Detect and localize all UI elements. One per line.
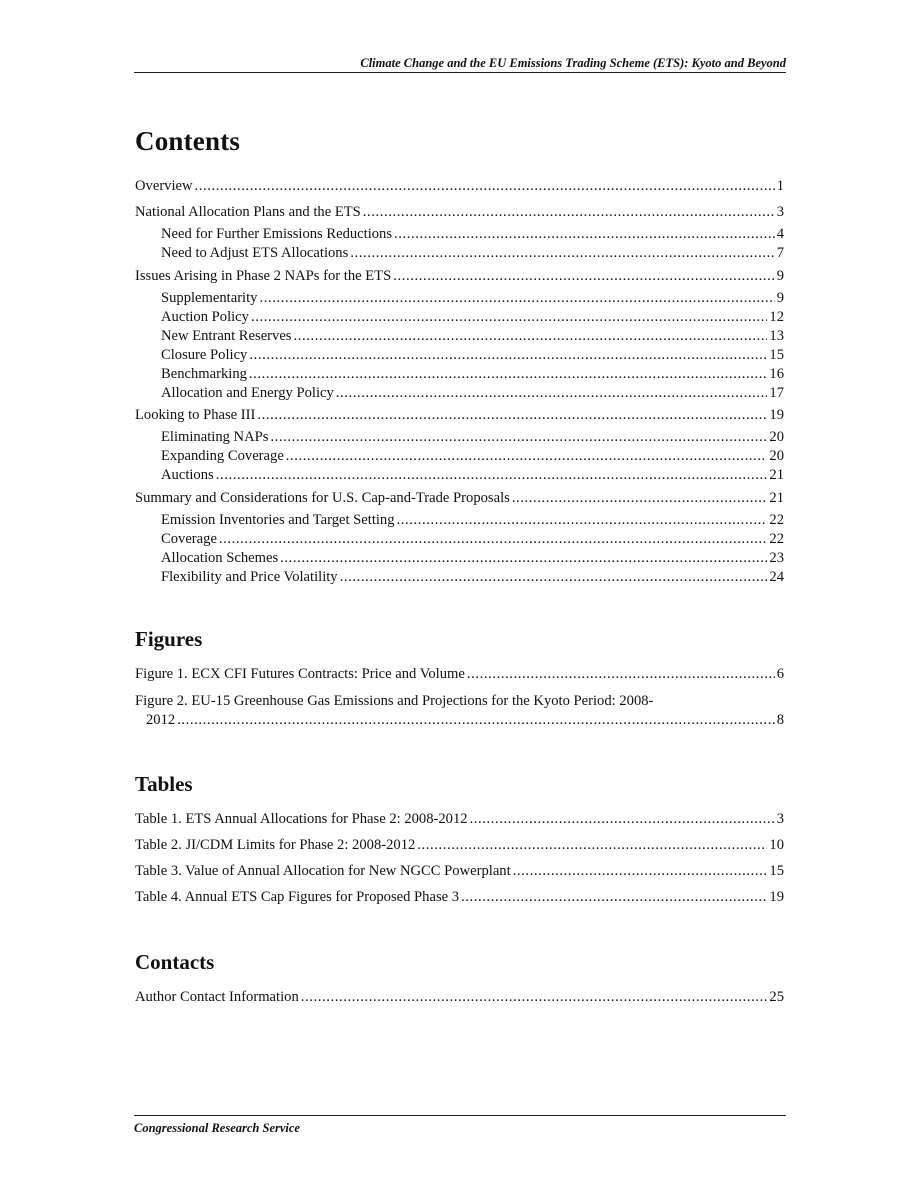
dot-leader xyxy=(397,511,768,530)
toc-subentry[interactable] xyxy=(135,244,784,263)
toc-entry-page: 13 xyxy=(769,328,784,344)
dot-leader xyxy=(417,836,767,855)
dot-leader xyxy=(340,568,768,587)
toc-entry-title: Table 1. ETS Annual Allocations for Phase 2: 2008-2012 xyxy=(135,811,468,827)
toc-entry-title: Auctions xyxy=(161,467,214,483)
dot-leader xyxy=(394,225,775,244)
toc-entry-page: 25 xyxy=(769,989,784,1005)
toc-tables xyxy=(135,810,784,907)
toc-subentry[interactable] xyxy=(135,511,784,530)
toc-entry-title: Author Contact Information xyxy=(135,989,299,1005)
toc-entry-page: 6 xyxy=(776,666,784,682)
dot-leader xyxy=(251,308,767,327)
dot-leader xyxy=(513,862,768,881)
toc-entry-title-line1: Figure 2. EU-15 Greenhouse Gas Emissions and Projections for the Kyoto Period: 2008- xyxy=(135,693,654,709)
toc-entry-page: 4 xyxy=(776,226,784,242)
dot-leader xyxy=(336,384,768,403)
toc-entry-title: Emission Inventories and Target Setting xyxy=(161,512,395,528)
toc-entry-page: 20 xyxy=(769,429,784,445)
toc-entry-page: 3 xyxy=(776,811,784,827)
toc-subentry[interactable] xyxy=(135,447,784,466)
toc-subentry[interactable] xyxy=(135,225,784,244)
toc-contents-group-5 xyxy=(135,489,784,587)
dot-leader xyxy=(195,177,775,196)
toc-table-entry[interactable] xyxy=(135,888,784,907)
dot-leader xyxy=(512,489,768,508)
dot-leader xyxy=(393,267,775,286)
dot-leader xyxy=(259,289,774,308)
toc-subentry[interactable] xyxy=(135,568,784,587)
running-header-title: Climate Change and the EU Emissions Trading Scheme (ETS): Kyoto and Beyond xyxy=(360,56,786,70)
tables-heading: Tables xyxy=(135,772,193,796)
toc-contacts xyxy=(135,988,784,1007)
toc-subentry[interactable] xyxy=(135,346,784,365)
toc-table-entry[interactable] xyxy=(135,810,784,829)
toc-entry-page: 17 xyxy=(769,385,784,401)
toc-entry-page: 23 xyxy=(769,550,784,566)
toc-subentry[interactable] xyxy=(135,428,784,447)
toc-entry-page: 22 xyxy=(769,512,784,528)
toc-entry-page: 19 xyxy=(769,889,784,905)
toc-entry-title: National Allocation Plans and the ETS xyxy=(135,204,361,220)
toc-subentry[interactable] xyxy=(135,384,784,403)
toc-subentry[interactable] xyxy=(135,530,784,549)
toc-figure-entry[interactable] xyxy=(135,665,784,684)
dot-leader xyxy=(257,406,767,425)
toc-entry-title: Auction Policy xyxy=(161,309,249,325)
contacts-heading: Contacts xyxy=(135,950,215,974)
toc-entry[interactable] xyxy=(135,267,784,286)
toc-entry[interactable] xyxy=(135,406,784,425)
toc-entry-page: 16 xyxy=(769,366,784,382)
toc-entry-title: Overview xyxy=(135,178,193,194)
toc-contents-group-2 xyxy=(135,203,784,263)
toc-entry-page: 7 xyxy=(776,245,784,261)
toc-entry-title: Table 2. JI/CDM Limits for Phase 2: 2008-2012 xyxy=(135,837,416,853)
toc-contact-entry[interactable] xyxy=(135,988,784,1007)
toc-entry-title: Table 3. Value of Annual Allocation for New NGCC Powerplant xyxy=(135,863,511,879)
toc-entry-page: 3 xyxy=(776,204,784,220)
toc-entry-page: 10 xyxy=(769,837,784,853)
toc-table-entry[interactable] xyxy=(135,836,784,855)
toc-subentry[interactable] xyxy=(135,466,784,485)
toc-subentry[interactable] xyxy=(135,308,784,327)
dot-leader xyxy=(216,466,768,485)
toc-entry-title: Eliminating NAPs xyxy=(161,429,269,445)
dot-leader xyxy=(294,327,768,346)
toc-entry-page: 15 xyxy=(769,347,784,363)
toc-entry-title: Looking to Phase III xyxy=(135,407,256,423)
dot-leader xyxy=(467,665,775,684)
toc-entry[interactable] xyxy=(135,203,784,222)
toc-entry-title: Need for Further Emissions Reductions xyxy=(161,226,393,242)
dot-leader xyxy=(461,888,767,907)
toc-figures-2 xyxy=(135,692,784,730)
dot-leader xyxy=(249,346,767,365)
toc-entry-page: 9 xyxy=(776,268,784,284)
toc-subentry[interactable] xyxy=(135,365,784,384)
toc-entry-title-line2: 2012 xyxy=(146,712,176,728)
dot-leader xyxy=(177,711,775,730)
toc-entry-title: Benchmarking xyxy=(161,366,247,382)
dot-leader xyxy=(270,428,767,447)
toc-entry-page: 22 xyxy=(769,531,784,547)
toc-entry-title: Summary and Considerations for U.S. Cap-and-Trade Proposals xyxy=(135,490,510,506)
toc-subentry[interactable] xyxy=(135,289,784,308)
toc-entry-title: Issues Arising in Phase 2 NAPs for the ETS xyxy=(135,268,392,284)
toc-contents-group-4 xyxy=(135,406,784,485)
toc-entry-page: 15 xyxy=(769,863,784,879)
toc-contents-group-1 xyxy=(135,177,784,196)
toc-entry-page: 12 xyxy=(769,309,784,325)
toc-entry-title: Supplementarity xyxy=(161,290,258,306)
toc-entry-page: 19 xyxy=(769,407,784,423)
toc-entry-title: Allocation Schemes xyxy=(161,550,279,566)
toc-subentry[interactable] xyxy=(135,549,784,568)
dot-leader xyxy=(350,244,774,263)
toc-figure-entry[interactable] xyxy=(135,692,784,730)
dot-leader xyxy=(280,549,767,568)
toc-entry-title: Figure 1. ECX CFI Futures Contracts: Price and Volume xyxy=(135,666,465,682)
toc-figures xyxy=(135,665,784,684)
toc-entry-page: 21 xyxy=(769,467,784,483)
figures-heading: Figures xyxy=(135,627,203,651)
dot-leader xyxy=(363,203,775,222)
toc-entry-title: Allocation and Energy Policy xyxy=(161,385,334,401)
toc-entry-title: Need to Adjust ETS Allocations xyxy=(161,245,349,261)
toc-entry-title: New Entrant Reserves xyxy=(161,328,292,344)
toc-entry[interactable] xyxy=(135,177,784,196)
toc-entry-page: 24 xyxy=(769,569,784,585)
dot-leader xyxy=(219,530,767,549)
toc-entry-page: 21 xyxy=(769,490,784,506)
contents-heading: Contents xyxy=(135,126,241,156)
toc-contents-group-3 xyxy=(135,267,784,403)
toc-table-entry[interactable] xyxy=(135,862,784,881)
dot-leader xyxy=(249,365,767,384)
toc-entry-page: 20 xyxy=(769,448,784,464)
dot-leader xyxy=(286,447,768,466)
toc-entry-title: Flexibility and Price Volatility xyxy=(161,569,338,585)
toc-entry[interactable] xyxy=(135,489,784,508)
page-footer xyxy=(134,1115,786,1136)
toc-subentry[interactable] xyxy=(135,327,784,346)
toc-entry-title: Expanding Coverage xyxy=(161,448,284,464)
toc-entry-page: 1 xyxy=(776,178,784,194)
dot-leader xyxy=(301,988,768,1007)
running-header xyxy=(134,55,786,73)
toc-entry-title: Closure Policy xyxy=(161,347,248,363)
toc-entry-title: Table 4. Annual ETS Cap Figures for Proposed Phase 3 xyxy=(135,889,460,905)
dot-leader xyxy=(470,810,775,829)
toc-entry-page: 9 xyxy=(776,290,784,306)
toc-entry-title: Coverage xyxy=(161,531,217,547)
footer-text: Congressional Research Service xyxy=(134,1121,300,1135)
toc-entry-page: 8 xyxy=(776,712,784,728)
